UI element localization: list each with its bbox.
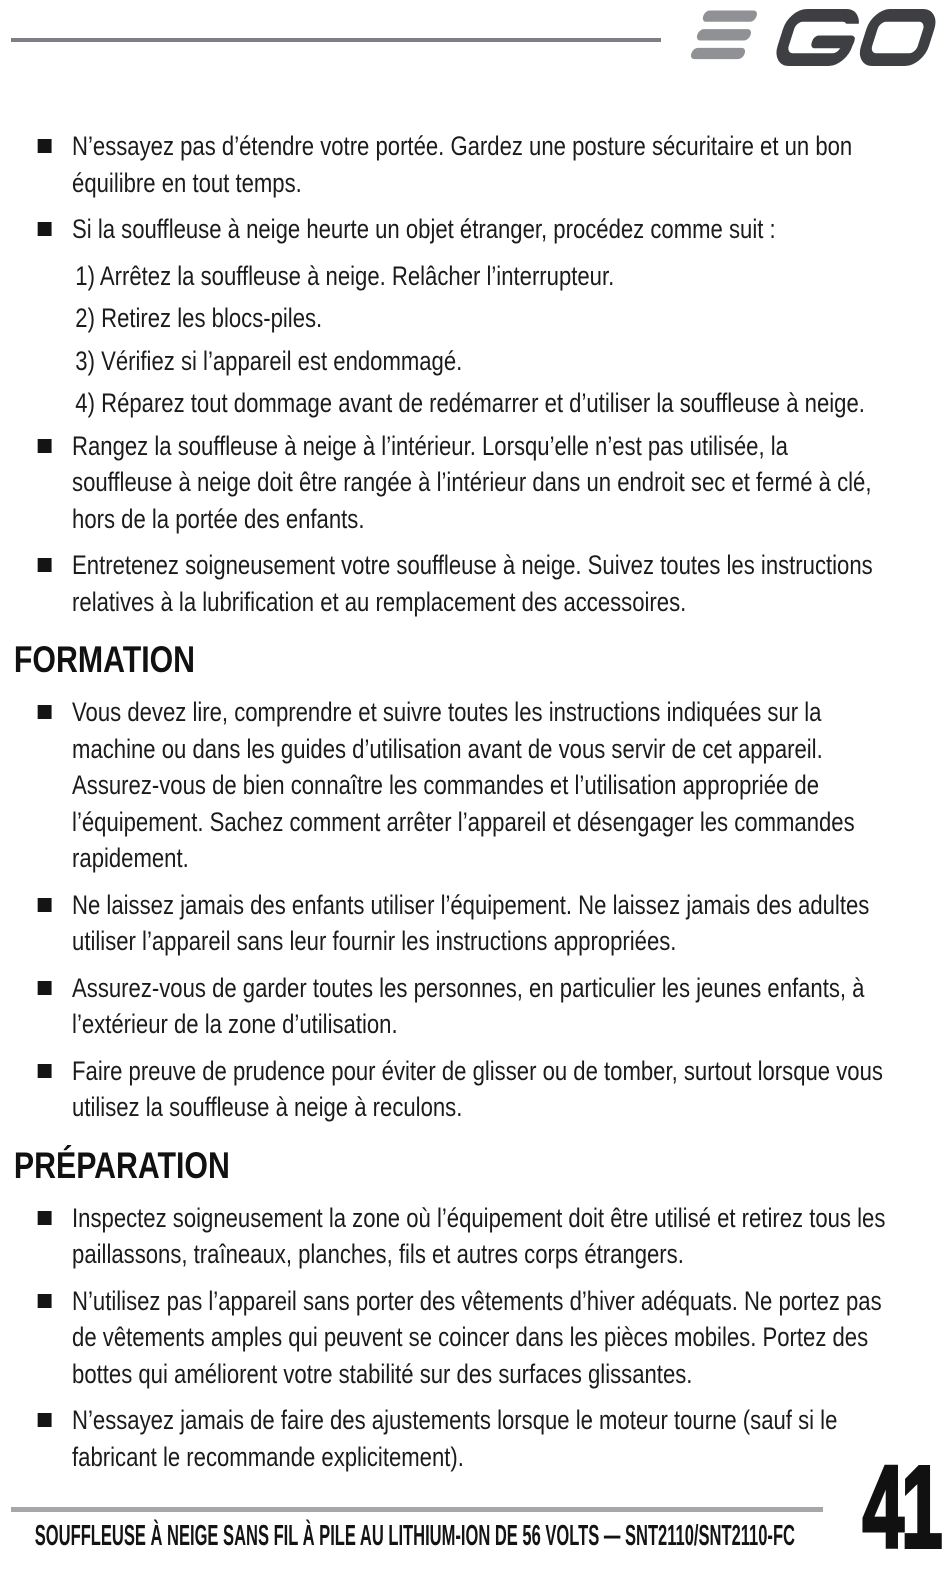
step-item: 4) Réparez tout dommage avant de redémarrer et d’utiliser la souffleuse à neige. [75,388,865,418]
bullet-item [0,970,917,1043]
bullet-item [0,887,917,960]
footer-product-line: SOUFFLEUSE À NEIGE SANS FIL À PILE AU LITHIUM-ION DE 56 VOLTS — SNT2110/SNT2110-FC [34,1520,795,1552]
bullet-square-icon [38,1294,52,1308]
bullet-text: N’essayez pas d’étendre votre portée. Gardez une posture sécuritaire et un bon équilibre en tout temps. [72,131,853,198]
bullet-square-icon [38,981,52,995]
bullet-text: Assurez-vous de garder toutes les personnes, en particulier les jeunes enfants, à l’extérieur de la zone d’utilisation. [72,972,865,1039]
bullet-text: Faire preuve de prudence pour éviter de glisser ou de tomber, surtout lorsque vous utilisez la souffleuse à neige à reculons. [72,1055,883,1122]
section-heading-preparation: PRÉPARATION [13,1144,230,1186]
footer-rule [11,1507,823,1512]
step-item: 1) Arrêtez la souffleuse à neige. Relâcher l’interrupteur. [75,260,615,291]
bullet-text: Vous devez lire, comprendre et suivre toutes les instructions indiquées sur la machine ou dans les guides d’utilisation avant de vous servir de cet appareil. Assurez-vous de bien connaître les commandes et l’utilisation appropriée de l’équipement. Sachez comment arrêter l’appareil et désengager les commandes rapidement. [72,697,855,873]
bullet-square-icon [38,558,52,572]
bullet-text: Si la souffleuse à neige heurte un objet étranger, procédez comme suit : [72,214,776,244]
step-item: 2) Retirez les blocs-piles. [75,303,323,333]
bullet-square-icon [38,705,52,719]
bullet-item [0,694,917,877]
bullet-item [0,1283,917,1393]
bullet-text: Inspectez soigneusement la zone où l’équipement doit être utilisé et retirez tous les paillassons, traîneaux, planches, fils et autres corps étrangers. [72,1202,886,1269]
bullet-text: Entretenez soigneusement votre souffleuse à neige. Suivez toutes les instructions relatives à la lubrification et au remplacement des accessoires. [72,550,873,617]
page-body [0,128,917,1485]
bullet-square-icon [38,1211,52,1225]
bullet-item [0,1200,917,1273]
bullet-text: Ne laissez jamais des enfants utiliser l’équipement. Ne laissez jamais des adultes utiliser l’appareil sans leur fournir les instructions appropriées. [72,889,870,956]
bullet-text: N’utilisez pas l’appareil sans porter des vêtements d’hiver adéquats. Ne portez pas de vêtements amples qui peuvent se coincer dans les pièces mobiles. Portez des bottes qui améliorent votre stabilité sur des surfaces glissantes. [72,1285,882,1389]
bullet-item [0,1053,917,1126]
bullet-square-icon [38,222,52,236]
bullet-item [0,547,917,620]
page-number: 41 [862,1442,940,1572]
bullet-square-icon [38,439,52,453]
bullet-item [0,128,917,201]
bullet-item [0,1402,917,1475]
bullet-square-icon [38,139,52,153]
ego-logo [684,9,942,66]
ego-logo-graphic [684,9,942,66]
bullet-square-icon [38,898,52,912]
section-heading-formation: FORMATION [13,639,196,680]
bullet-item [0,428,917,538]
bullet-item [0,211,917,248]
bullet-square-icon [38,1413,52,1427]
header-rule [11,38,661,42]
bullet-square-icon [38,1064,52,1078]
bullet-text: N’essayez jamais de faire des ajustements lorsque le moteur tourne (sauf si le fabricant le recommande explicitement). [72,1405,838,1472]
step-item: 3) Vérifiez si l’appareil est endommagé. [75,345,463,376]
bullet-text: Rangez la souffleuse à neige à l’intérieur. Lorsqu’elle n’est pas utilisée, la souffleuse à neige doit être rangée à l’intérieur dans un endroit sec et fermé à clé, hors de la portée des enfants. [72,430,872,534]
